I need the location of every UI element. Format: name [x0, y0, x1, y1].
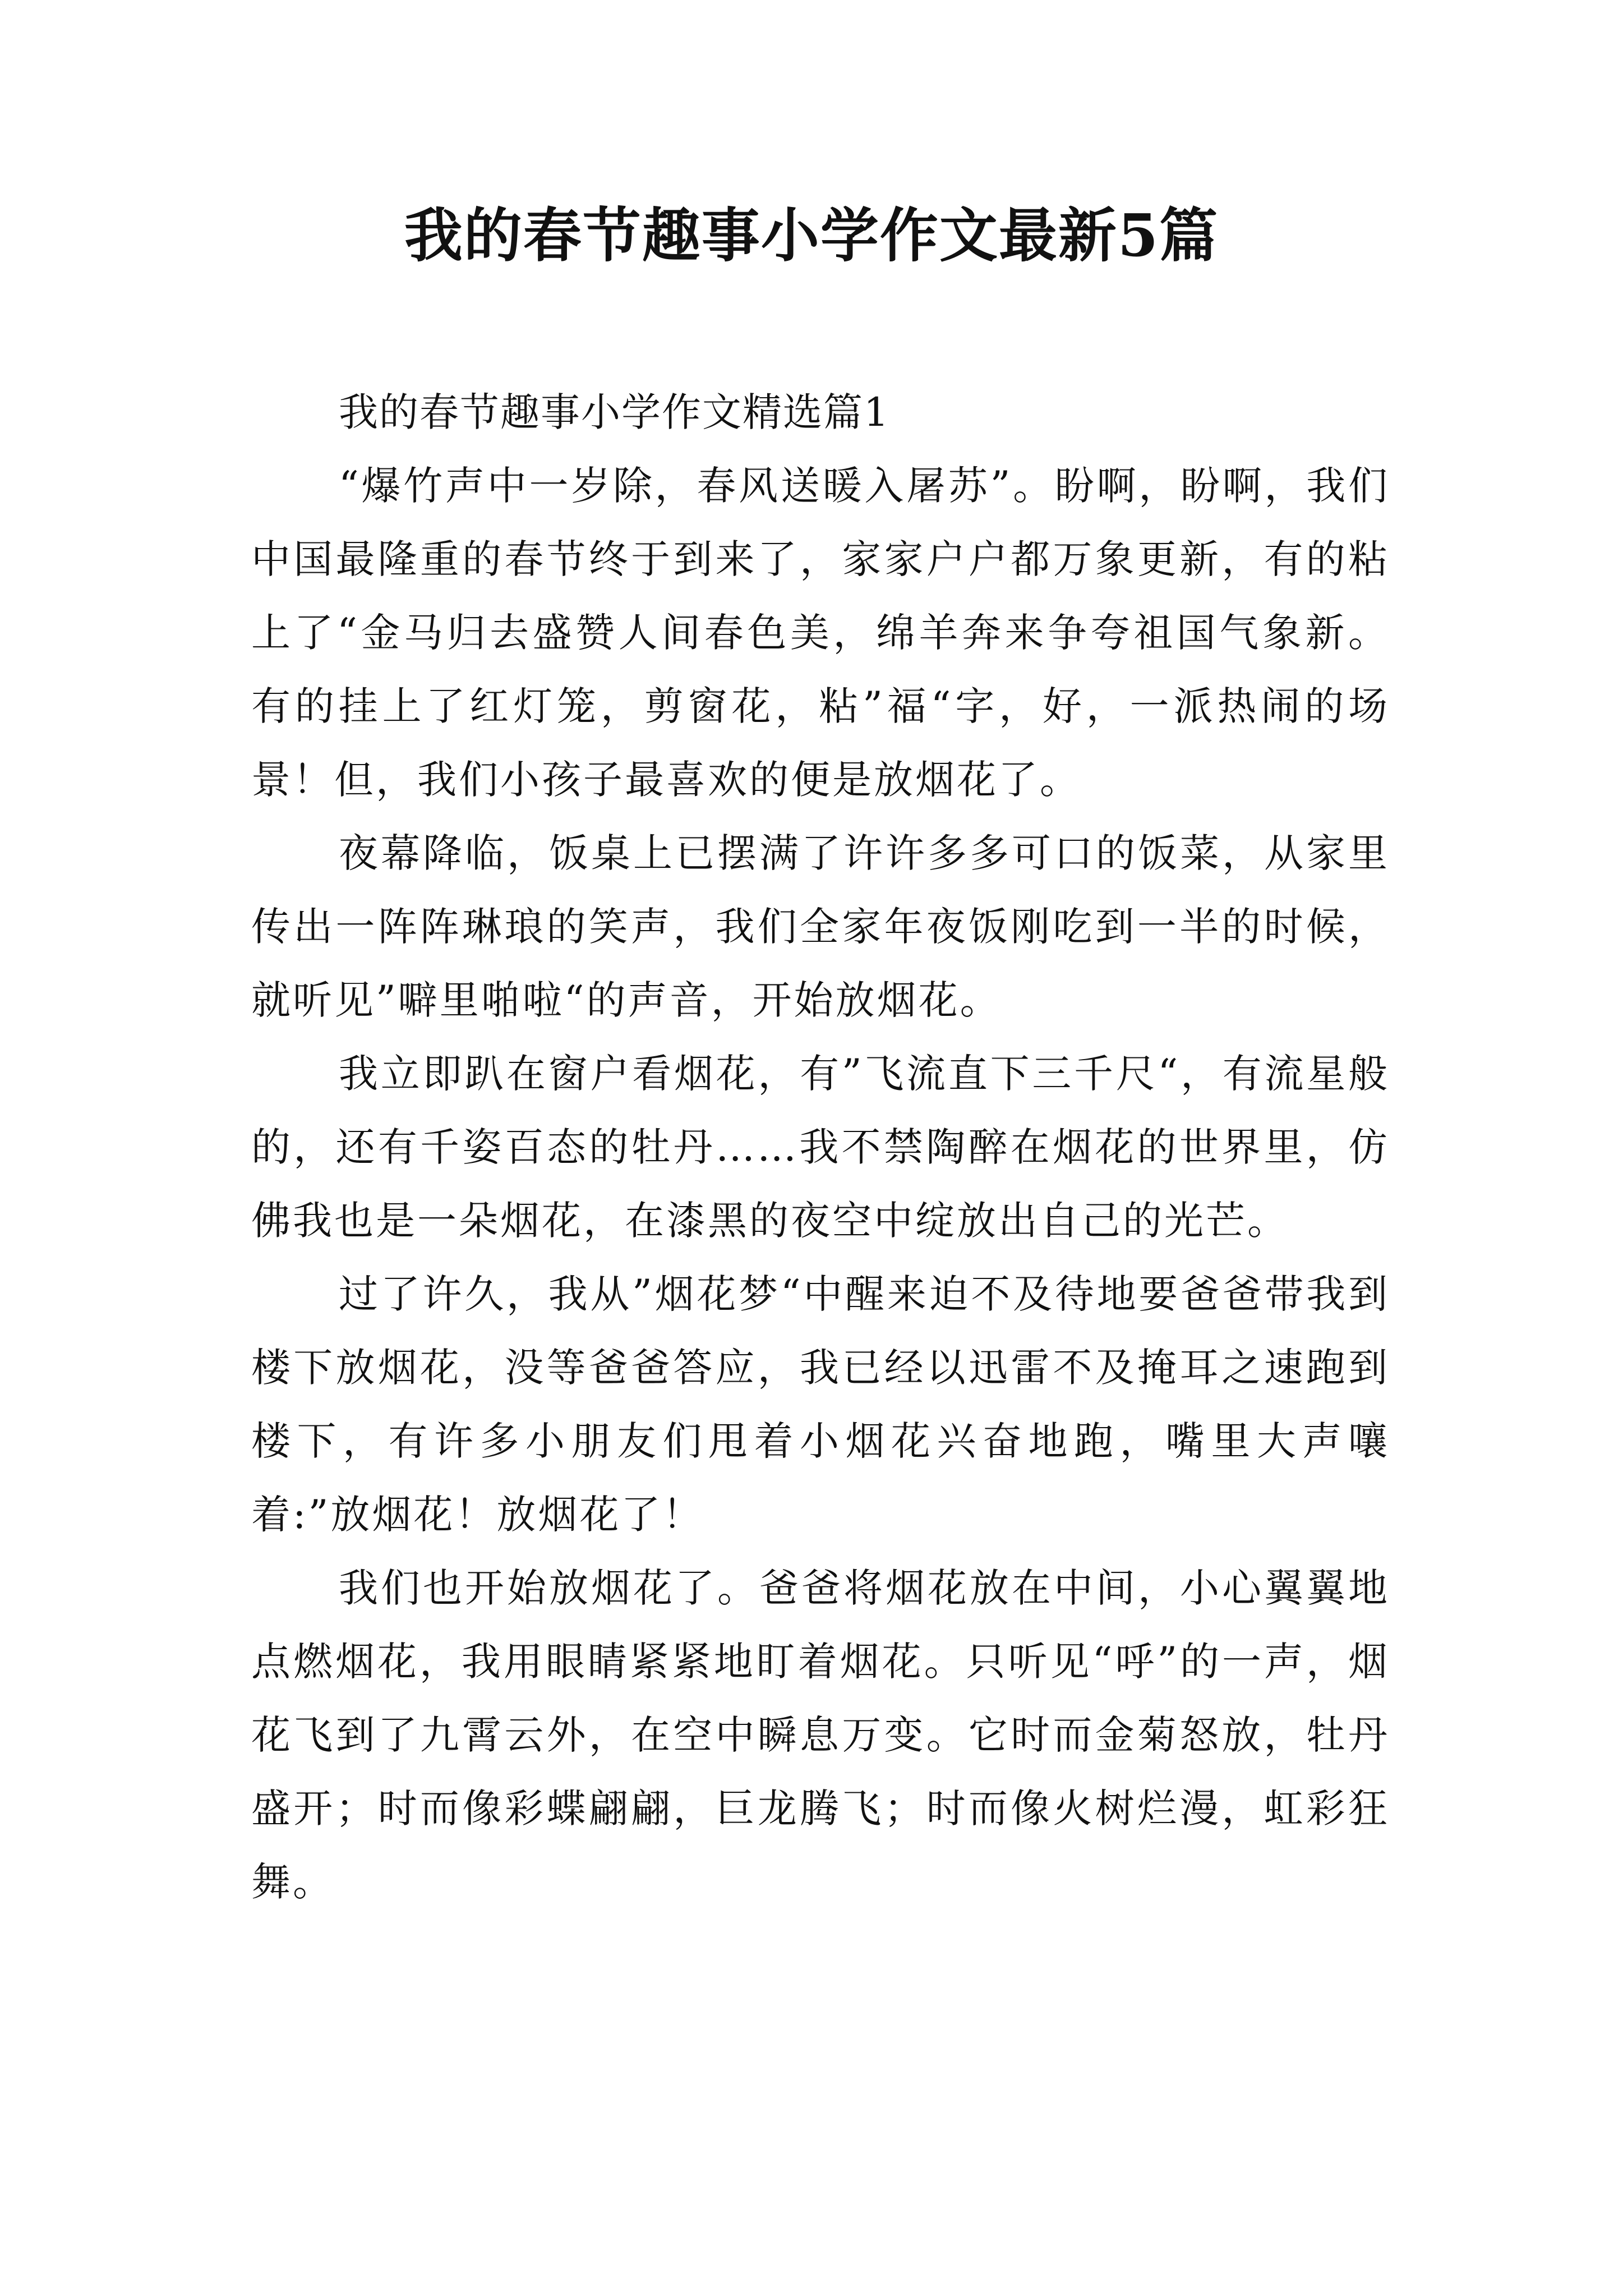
paragraph-4: 过了许久，我从”烟花梦“中醒来迫不及待地要爸爸带我到楼下放烟花，没等爸爸答应，我已经以迅雷不及掩耳之速跑到楼下，有许多小朋友们甩着小烟花兴奋地跑，嘴里大声嚷着:”放烟花！放烟花了！ — [251, 1271, 1390, 1538]
paragraph-3: 我立即趴在窗户看烟花，有”飞流直下三千尺“，有流星般的，还有千姿百态的牡丹……我不禁陶醉在烟花的世界里，仿佛我也是一朵烟花，在漆黑的夜空中绽放出自己的光芒。 — [251, 1051, 1390, 1244]
paragraph-1: “爆竹声中一岁除，春风送暖入屠苏”。盼啊，盼啊，我们中国最隆重的春节终于到来了，家家户户都万象更新，有的粘上了“金马归去盛赞人间春色美，绵羊奔来争夸祖国气象新。有的挂上了红灯笼，剪窗花，粘”福“字，好，一派热闹的场景！但，我们小孩子最喜欢的便是放烟花了。 — [251, 463, 1390, 803]
section-heading: 我的春节趣事小学作文精选篇1 — [339, 389, 890, 435]
document-title: 我的春节趣事小学作文最新5篇 — [404, 201, 1219, 270]
paragraph-2: 夜幕降临，饭桌上已摆满了许许多多可口的饭菜，从家里传出一阵阵琳琅的笑声，我们全家年夜饭刚吃到一半的时候，就听见”噼里啪啦“的声音，开始放烟花。 — [251, 830, 1390, 1023]
document-body — [251, 376, 1390, 1919]
paragraph-5: 我们也开始放烟花了。爸爸将烟花放在中间，小心翼翼地点燃烟花，我用眼睛紧紧地盯着烟花。只听见“呼”的一声，烟花飞到了九霄云外，在空中瞬息万变。它时而金菊怒放，牡丹盛开；时而像彩蝶翩翩，巨龙腾飞；时而像火树烂漫，虹彩狂舞。 — [251, 1565, 1390, 1905]
